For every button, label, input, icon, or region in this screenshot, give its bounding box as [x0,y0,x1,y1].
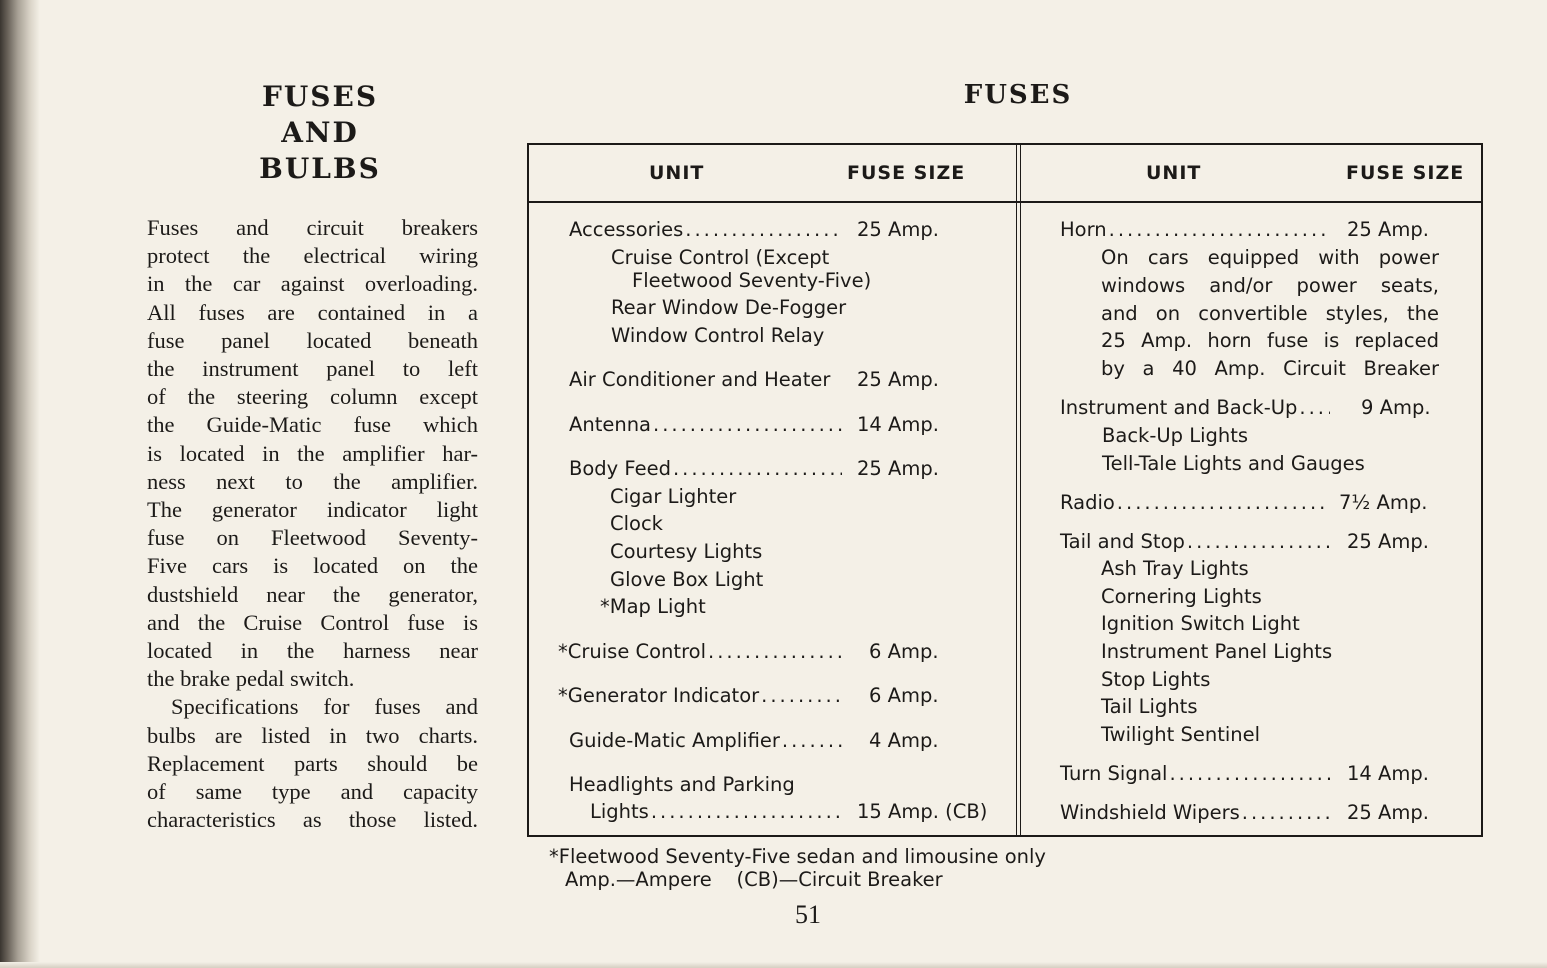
fuse-unit-label: Glove Box Light [610,568,764,591]
paragraph-line: The generator indicator light [147,497,478,523]
paragraph-line: is located in the amplifier har- [147,440,478,466]
horn-note-line: windows and/or power seats, [1101,274,1439,297]
fuse-unit-label: Ash Tray Lights [1101,557,1249,580]
page-binding-shadow [0,0,40,968]
fuse-unit-label: Windshield Wipers [1060,801,1240,824]
fuse-size-value: 25 Amp. [1347,218,1429,241]
fuse-row [569,218,848,242]
dot-leader [1242,801,1330,825]
fuse-row [600,595,706,619]
fuse-row [1101,585,1262,609]
fuse-row [569,368,830,392]
paragraph-line: the Guide-Matic fuse which [147,412,478,438]
paragraph-line: in the car against overloading. [147,271,478,297]
fuse-unit-label: Cornering Lights [1101,585,1262,608]
fuse-row [611,246,829,270]
fuse-row [569,413,848,437]
fuse-unit-label: Horn [1060,218,1107,241]
paragraph-line: of same type and capacity [147,779,478,805]
fuse-size-value: 14 Amp. [857,413,939,436]
fuse-row [1060,396,1336,420]
fuse-row [569,457,848,481]
dot-leader [1187,530,1330,554]
fuse-unit-label: Tail Lights [1101,695,1198,718]
header-fuse-size-right: FUSE SIZE [1346,162,1465,184]
horn-note-line: by a 40 Amp. Circuit Breaker [1101,357,1439,380]
fuse-row [1060,491,1336,515]
paragraph-line: Fuses and circuit breakers [147,215,478,240]
dot-leader [685,218,842,242]
fuse-unit-label: Back-Up Lights [1102,424,1249,447]
fuse-unit-label: *Generator Indicator [558,684,760,707]
fuse-unit-label: *Cruise Control [558,640,707,663]
fuse-size-value: 6 Amp. [869,684,939,707]
fuse-row [1101,640,1332,664]
fuse-size-value: 25 Amp. [857,457,939,480]
fuse-size-value: 25 Amp. [1347,530,1429,553]
paragraph-line: protect the electrical wiring [147,243,478,269]
dot-leader [708,640,842,664]
fuse-unit-label: *Map Light [600,595,706,618]
fuse-row [1102,452,1365,476]
fuse-size-value: 25 Amp. [857,368,939,391]
fuse-unit-label: Stop Lights [1101,668,1211,691]
fuse-unit-label: Courtesy Lights [610,540,763,563]
paragraph-line: All fuses are contained in a [147,299,478,325]
paragraph-line: fuse on Fleetwood Seventy- [147,525,478,551]
fuse-row [611,296,846,320]
fuse-row [1101,668,1210,692]
fuse-unit-label: Cigar Lighter [610,485,737,508]
paragraph-line: Replacement parts should be [147,750,478,776]
fuse-unit-label: Window Control Relay [611,324,825,347]
fuse-row [610,512,663,536]
fuse-unit-label: Body Feed [569,457,671,480]
fuse-size-value: 7½ Amp. [1339,491,1428,514]
fuse-size-value: 25 Amp. [1347,801,1429,824]
heading-line: FUSES [261,80,379,113]
paragraph-line: the instrument panel to left [147,356,478,382]
fuse-row [558,684,848,708]
fuse-row [1060,218,1336,242]
fuse-unit-label: Air Conditioner and Heater [569,368,831,391]
page-number: 51 [795,900,821,929]
column-divider [1016,145,1021,835]
dot-leader [782,729,842,753]
fuse-row [558,640,848,664]
fuse-unit-label: Turn Signal [1060,762,1168,785]
fuse-unit-label: Twilight Sentinel [1101,723,1261,746]
fuse-row [1101,612,1300,636]
paragraph-line: located in the harness near [147,638,478,664]
paragraph-line: Specifications for fuses and [171,694,478,720]
heading-line: BULBS [259,152,381,185]
fuse-row [610,568,763,592]
fuse-row [569,773,795,797]
dot-leader [1169,762,1330,786]
fuse-unit-label: Guide-Matic Amplifier [569,729,780,752]
horn-note-line: On cars equipped with power [1101,246,1439,269]
fuse-unit-label: Fleetwood Seventy-Five) [632,269,872,292]
paragraph-line: characteristics as those listed. [147,807,478,833]
fuse-unit-label: Accessories [569,218,684,241]
fuse-row [569,729,848,753]
header-unit-right: UNIT [1146,162,1202,184]
page-edge [0,962,1547,968]
fuse-unit-label: Ignition Switch Light [1101,612,1300,635]
fuse-row [610,485,736,509]
table-title: FUSES [963,80,1073,110]
paragraph-line: and the Cruise Control fuse is [147,609,478,635]
fuse-row [1102,424,1248,448]
fuse-unit-label: Tail and Stop [1060,530,1185,553]
fuse-row [1101,695,1198,719]
dot-leader [1109,218,1330,242]
header-unit-left: UNIT [649,162,705,184]
fuse-unit-label: Antenna [569,413,652,436]
fuse-size-value: 6 Amp. [869,640,939,663]
fuse-row [1060,801,1336,825]
fuse-unit-label: Rear Window De-Fogger [611,296,847,319]
fuse-unit-label: Lights [590,800,649,823]
dot-leader [673,457,842,481]
footnote-abbreviations: Amp.—Ampere (CB)—Circuit Breaker [565,868,943,891]
footnote-fleetwood: *Fleetwood Seventy-Five sedan and limousine only [549,845,1046,868]
fuse-row [632,269,871,293]
fuse-row [590,800,848,824]
fuse-size-value: 4 Amp. [869,729,939,752]
fuse-size-value: 14 Amp. [1347,762,1429,785]
dot-leader [653,413,842,437]
paragraph-line: Five cars is located on the [147,553,478,579]
fuse-row [1060,762,1336,786]
fuse-unit-label: Tell-Tale Lights and Gauges [1102,452,1365,475]
fuse-size-value: 9 Amp. [1361,396,1431,419]
fuse-size-value: 25 Amp. [857,218,939,241]
fuse-row [1060,530,1336,554]
fuse-unit-label: Radio [1060,491,1115,514]
dot-leader [1117,491,1330,515]
horn-note-line: 25 Amp. horn fuse is replaced [1101,329,1439,352]
paragraph-line: the brake pedal switch. [147,666,355,692]
dot-leader [761,684,842,708]
fuse-row [611,324,824,348]
fuse-unit-label: Instrument Panel Lights [1101,640,1333,663]
heading-line: AND [281,116,359,149]
intro-paragraph [147,214,478,834]
paragraph-line: bulbs are listed in two charts. [147,722,478,748]
fuse-row [1101,723,1260,747]
dot-leader [651,800,842,824]
paragraph-line: ness next to the amplifier. [147,468,478,494]
fuse-row [1101,557,1249,581]
paragraph-line: fuse panel located beneath [147,327,478,353]
paragraph-line: dustshield near the generator, [147,581,478,607]
fuse-unit-label: Clock [610,512,663,535]
section-heading [220,79,420,187]
fuse-unit-label: Cruise Control (Except [611,246,830,269]
header-rule [529,201,1481,203]
fuse-unit-label: Headlights and Parking [569,773,795,796]
fuse-unit-label: Instrument and Back-Up [1060,396,1298,419]
header-fuse-size-left: FUSE SIZE [847,162,966,184]
dot-leader [1299,396,1330,420]
paragraph-line: of the steering column except [147,384,478,410]
fuse-row [610,540,762,564]
horn-note-line: and on convertible styles, the [1101,302,1439,325]
fuse-size-value: 15 Amp. (CB) [857,800,988,823]
